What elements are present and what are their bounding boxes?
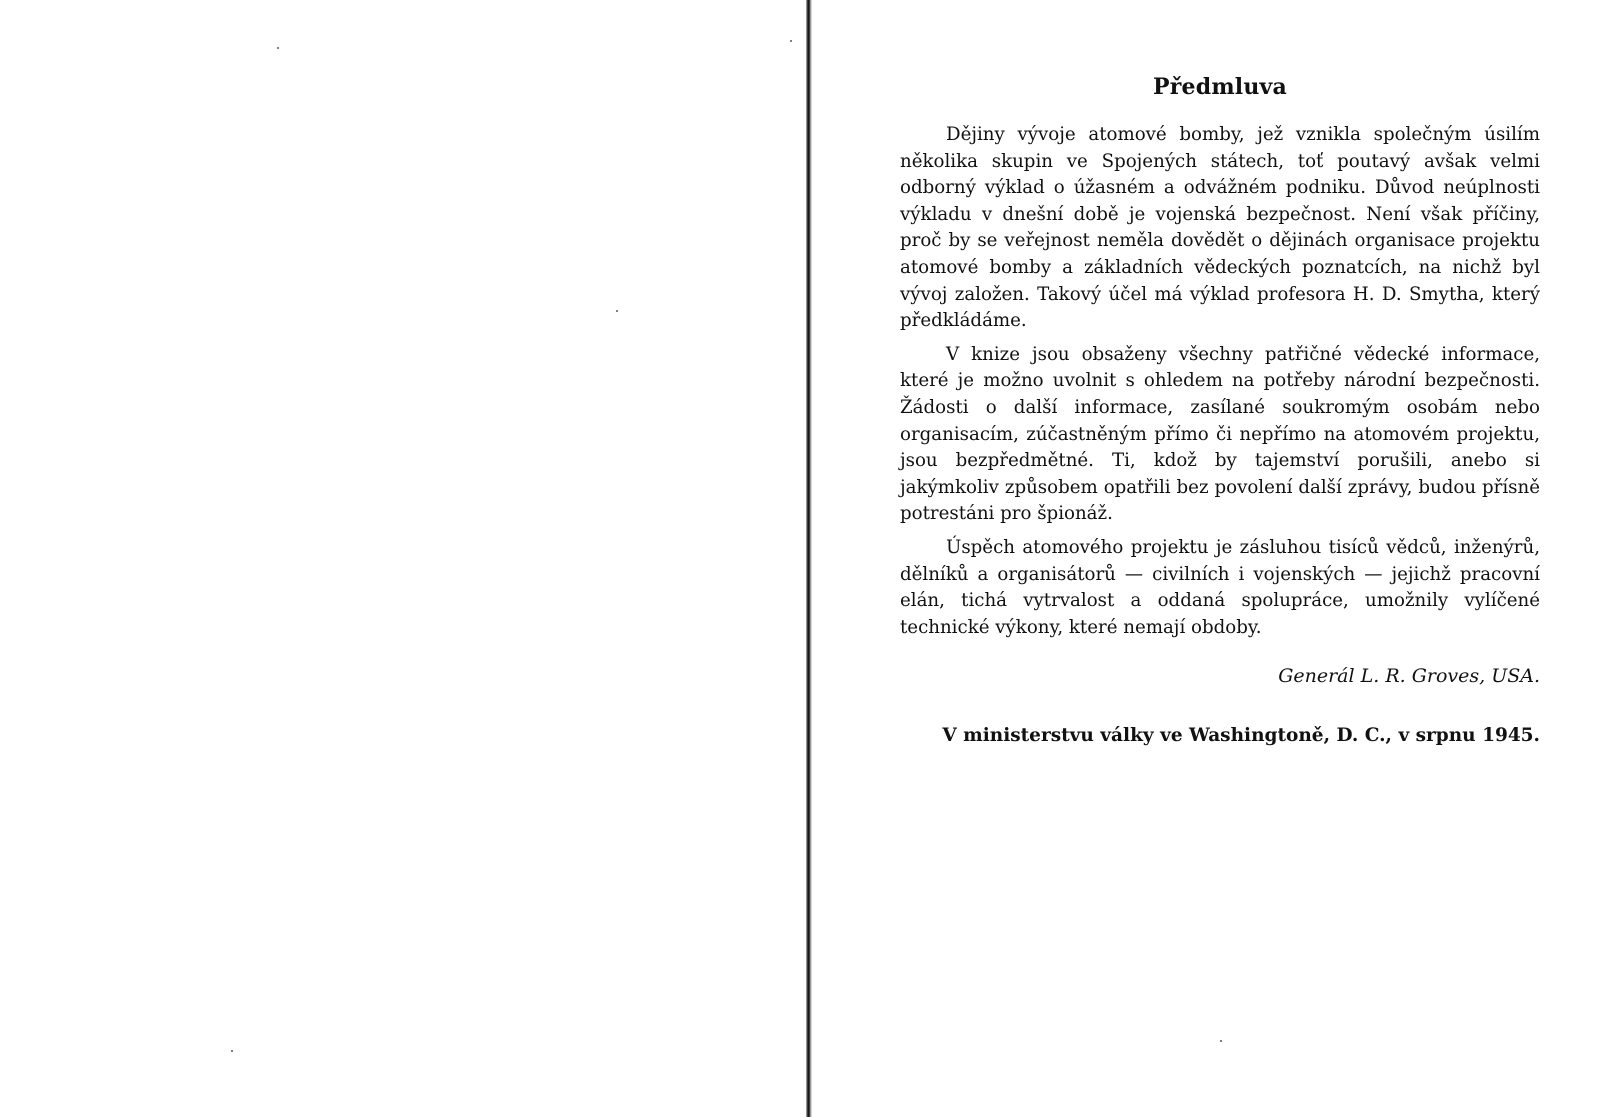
paper-speck [790,40,792,42]
paper-speck [231,1050,233,1052]
paper-speck [1220,1040,1222,1042]
page-title: Předmluva [1153,74,1287,100]
paper-speck [277,47,279,49]
preface-text-block [900,74,1540,746]
preface-paragraph-1: Dějiny vývoje atomové bomby, jež vznikla společným úsilím několika skupin ve Spojených státech, toť poutavý avšak velmi odborný výklad o úžasném a odvážném podniku. Důvod neúplnosti výkladu v dnešní době je vojenská bezpečnost. Není však příčiny, proč by se veřejnost neměla dovědět o dějinách organisace projektu atomové bomby a základních vědeckých poznatcích, na nichž byl vývoj založen. Takový účel má výklad profesora H. D. Smytha, který předkládáme. [900,124,1540,332]
preface-paragraph-2: V knize jsou obsaženy všechny patřičné vědecké informace, které je možno uvolnit s ohledem na potřeby národní bezpečnosti. Žádosti o další informace, zasílané soukromým osobám nebo organisacím, zúčastněným přímo či nepřímo na atomovém projektu, jsou bezpředmětné. Ti, kdož by tajemství porušili, anebo si jakýmkoliv způsobem opatřili bez povolení další zprávy, budou přísně potrestáni pro špionáž. [900,343,1540,525]
paper-speck [616,310,618,312]
preface-paragraph-3: Úspěch atomového projektu je zásluhou tisíců vědců, inženýrů, dělníků a organisátorů — civilních i vojenských — jejichž pracovní elán, tichá vytrvalost a oddaná spolupráce, umožnily vylíčené technické výkony, které nemají obdoby. [900,536,1540,638]
author-signature: Generál L. R. Groves, USA. [1278,665,1540,688]
place-and-date: V ministerstvu války ve Washingtoně, D. C., v srpnu 1945. [942,725,1540,747]
